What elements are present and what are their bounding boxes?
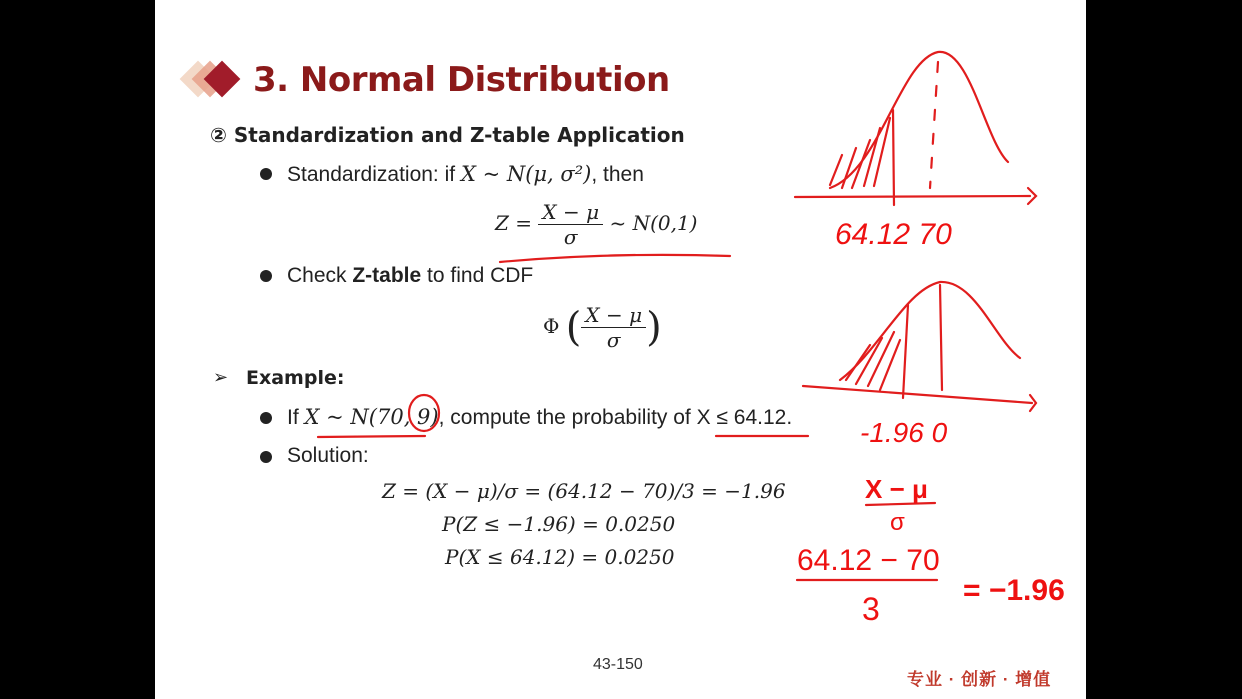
example-pre: If [287,406,305,429]
ink-circle [409,395,439,431]
slide-title: 3. Normal Distribution [253,60,670,100]
ink-shading [846,332,900,390]
example-math: X ~ N(70, 9) [304,405,439,429]
ink-calc-bottom: 3 [862,591,880,627]
z-fraction-denominator: σ [563,225,578,249]
ink-underline [318,436,425,437]
phi-fraction-numerator: X − μ [581,303,646,328]
ink-normal-curve [830,52,1008,188]
phi-fraction-denominator: σ [606,328,621,352]
ink-axis [795,196,1030,197]
z-fraction-numerator: X − μ [538,200,603,225]
solution-step-3: P(X ≤ 64.12) = 0.0250 [445,545,675,569]
ink-frac-bottom: σ [890,509,905,536]
ink-cutoff-line [893,110,894,205]
z-formula-lhs: Z = [495,211,533,235]
z-table-pre: Check [287,264,353,287]
ink-dashed-line [930,62,938,188]
z-table-bold: Z-table [352,264,422,287]
brand-slogan: 专业 · 创新 · 增值 [907,670,1052,689]
page-number: 43-150 [593,656,643,673]
phi-symbol: Φ [543,314,560,338]
arrow-bullet-icon: ➢ [213,367,229,387]
solution-step-2: P(Z ≤ −1.96) = 0.0250 [442,512,676,536]
ink-shading [830,118,890,188]
ink-curve2-labels: -1.96 0 [860,417,948,448]
standardization-math: X ~ N(μ, σ²) [460,162,592,186]
standardization-suffix: , then [591,163,644,186]
z-formula-rhs: ~ N(0,1) [609,211,698,235]
solution-step-1: Z = (X − μ)/σ = (64.12 − 70)/3 = −1.96 [382,479,786,503]
ink-cutoff-line [903,305,908,398]
ink-axis [803,386,1032,403]
standardization-prefix: Standardization: if [287,163,461,186]
example-end: . [786,406,793,429]
section-heading: ② Standardization and Z-table Application [210,123,685,147]
solution-label: Solution: [287,444,369,467]
open-paren: ( [565,304,582,351]
ink-frac-top: X − μ [865,474,928,504]
ink-calc-result: = −1.96 [963,574,1065,607]
example-post: , compute the probability of [438,406,697,429]
z-table-post: to find CDF [421,264,534,287]
ink-underline [500,255,730,262]
example-label: Example: [246,367,345,389]
ink-curve1-labels: 64.12 70 [835,218,952,251]
ink-calc-top: 64.12 − 70 [797,544,940,577]
ink-center-line [940,285,942,390]
example-condition: X ≤ 64.12 [696,406,787,429]
close-paren: ) [646,304,662,351]
